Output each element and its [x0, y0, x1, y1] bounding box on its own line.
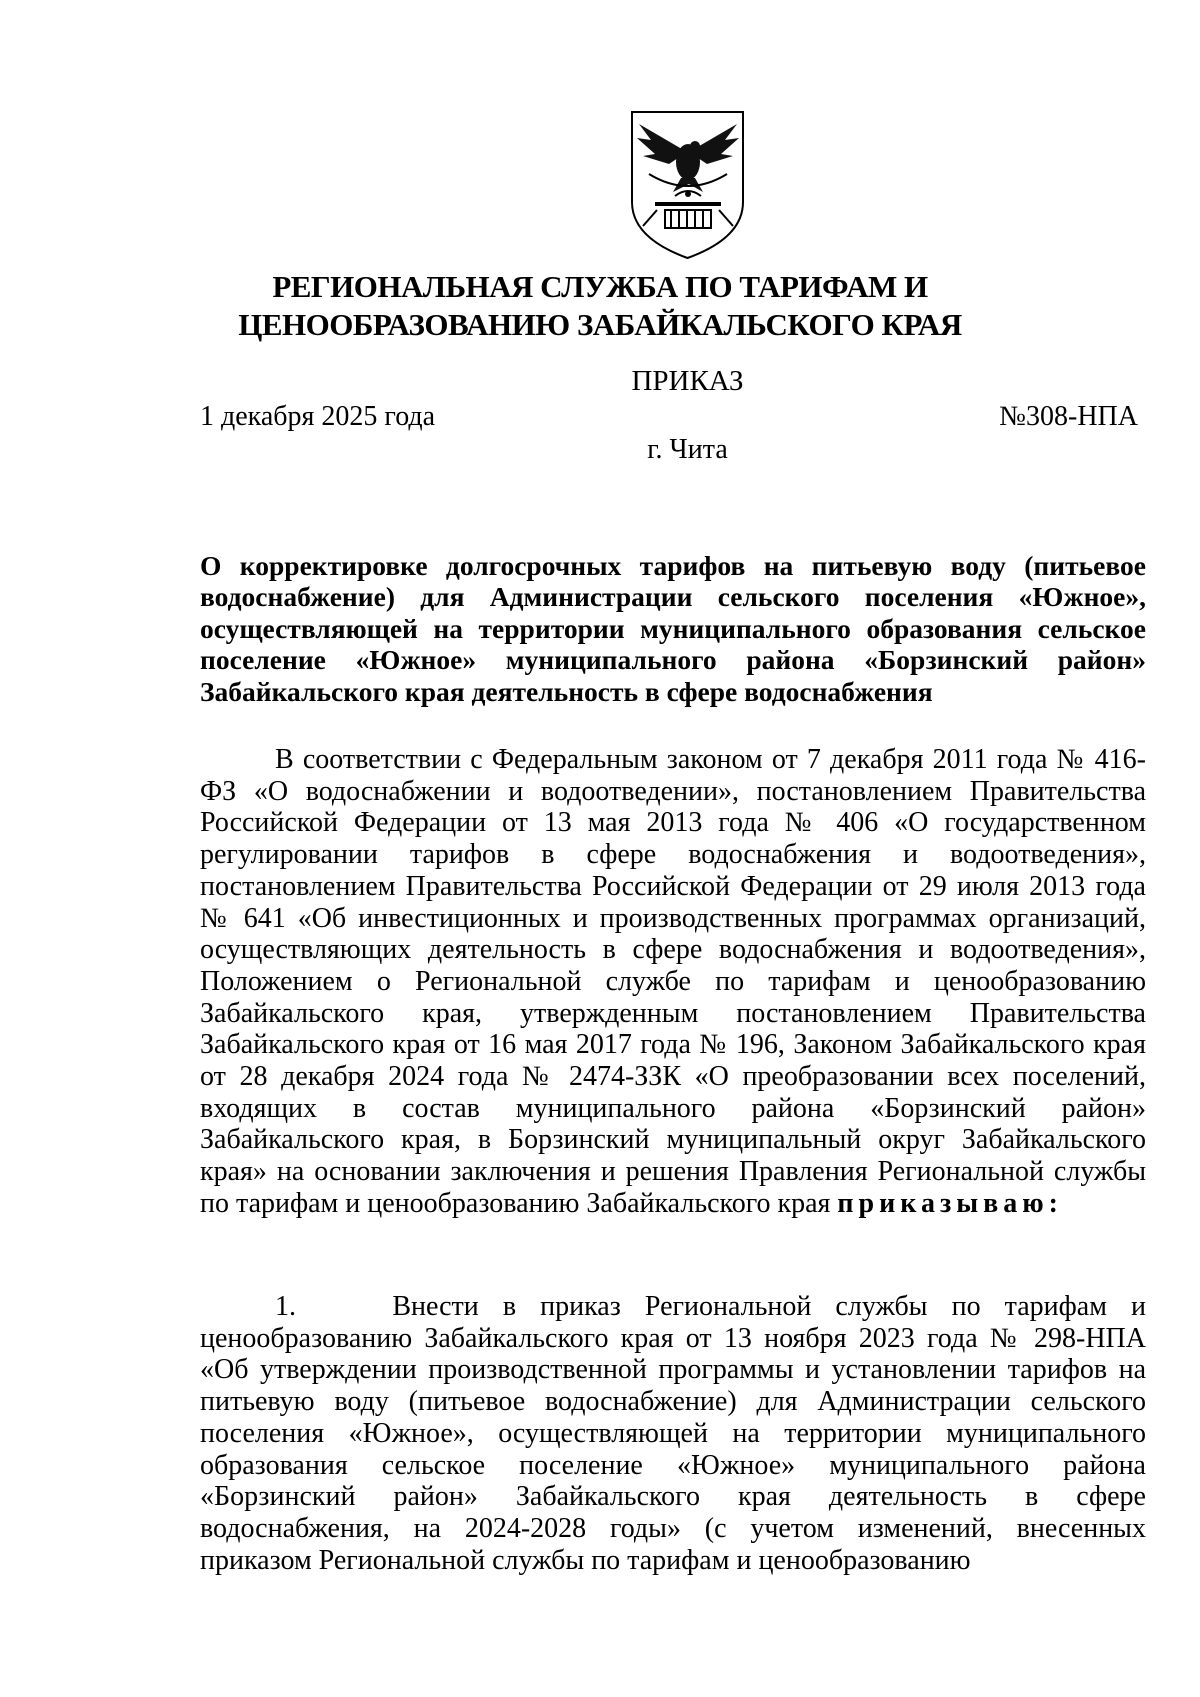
preamble-paragraph	[200, 744, 1146, 1220]
order-subject: О корректировке долгосрочных тарифов на питьевую воду (питьевое водоснабжение) для Администрации сельского поселения «Южное», осуществляющей на территории муниципального образования сельское поселение «Южное» муниципального района «Борзинский район» Забайкальского края деятельность в сфере водоснабжения	[200, 550, 1146, 707]
order-date: 1 декабря 2025 года	[200, 401, 436, 432]
order-number: №308-НПА	[999, 401, 1138, 432]
preamble-text: В соответствии с Федеральным законом от 7 декабря 2011 года № 416-ФЗ «О водоснабжении и водоотведении», постановлением Правительства Российской Федерации от 13 мая 2013 года № 406 «О государственном регулировании тарифов в сфере водоснабжения и водоотведения», постановлением Правительства Российской Федерации от 29 июля 2013 года № 641 «Об инвестиционных и производственных программах организаций, осуществляющих деятельность в сфере водоснабжения и водоотведения», Положением о Региональной службе по тарифам и ценообразованию Забайкальского края, утвержденным постановлением Правительства Забайкальского края от 16 мая 2017 года № 196, Законом Забайкальского края от 28 декабря 2024 года № 2474-ЗЗК «О преобразовании всех поселений, входящих в состав муниципального района «Борзинский район» Забайкальского края, в Борзинский муниципальный округ Забайкальского края» на основании заключения и решения Правления Региональной службы по тарифам и ценообразованию Забайкальского края	[200, 744, 1146, 1219]
order-word: приказываю:	[837, 1187, 1063, 1219]
agency-name: РЕГИОНАЛЬНАЯ СЛУЖБА ПО ТАРИФАМ И ЦЕНООБРАЗОВАНИЮ ЗАБАЙКАЛЬСКОГО КРАЯ	[238, 269, 962, 342]
coat-of-arms-emblem	[629, 110, 746, 260]
item-1-paragraph: 1. Внести в приказ Региональной службы по тарифам и ценообразованию Забайкальского края от 13 ноября 2023 года № 298-НПА «Об утверждении производственной программы и установлении тарифов на питьевую воду (питьевое водоснабжение) для Администрации сельского поселения «Южное», осуществляющей на территории муниципального образования сельское поселение «Южное» муниципального района «Борзинский район» Забайкальского края деятельность в сфере водоснабжения, на 2024-2028 годы» (с учетом изменений, внесенных приказом Региональной службы по тарифам и ценообразованию	[200, 1291, 1146, 1576]
document-type-title: ПРИКАЗ	[631, 365, 744, 397]
city-name: г. Чита	[647, 434, 728, 465]
